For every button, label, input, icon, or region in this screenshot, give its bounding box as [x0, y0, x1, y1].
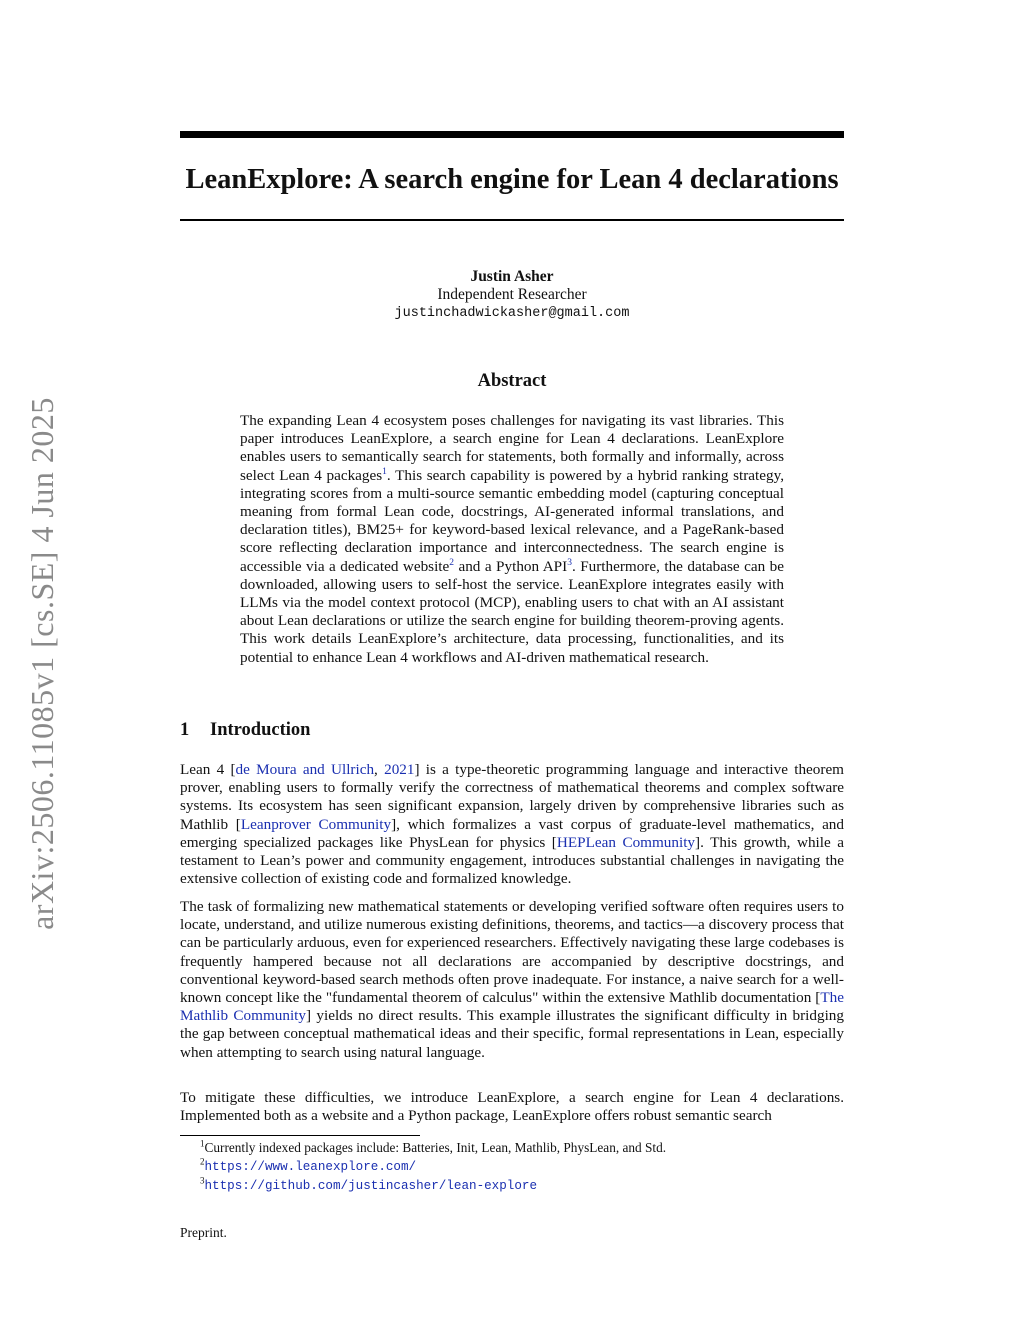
abstract-body	[240, 412, 784, 667]
citation-link[interactable]: de Moura and Ullrich	[235, 761, 375, 778]
citation-link[interactable]: HEPLean Community	[556, 833, 696, 851]
abstract-text: . Furthermore, the database can be downloaded, allowing users to self-host the service. LeanExplore integrates easily with LLMs via the model context protocol (MCP), enabling users to chat with an AI assistant about Lean declarations or utilize the search engine for building theorem-proving agents. This work details LeanExplore’s architecture, data processing, functionalities, and its potential to enhance Lean 4 workflows and AI-driven mathematical research.	[240, 557, 784, 666]
abstract-heading: Abstract	[477, 371, 547, 391]
section-title: Introduction	[210, 720, 311, 740]
footnote-ref-3[interactable]: 3	[567, 557, 572, 568]
citation-link[interactable]: 2021	[384, 761, 415, 778]
section-heading-introduction	[180, 718, 844, 742]
preprint-label: Preprint.	[180, 1225, 227, 1240]
footnotes	[200, 1139, 840, 1195]
footnote-ref-2[interactable]: 2	[449, 557, 455, 568]
footnote-rule	[180, 1135, 420, 1136]
footnote-mark: 2	[200, 1156, 205, 1167]
paragraph-text: The task of formalizing new mathematical statements or developing verified software often requires users to locate, understand, and utilize numerous existing definitions, theorems, and tactics—a discovery process that can be particularly arduous, even for experienced researchers. Effectively navigating these large codebases is frequently hampered because not all declarations are accompanied by descriptive docstrings, and conventional keyword-based search methods often prove inadequate. For instance, a naive search for a well-known concept like the "fundamental theorem of calculus" within the extensive Mathlib documentation [	[180, 898, 844, 1007]
intro-paragraph-1	[180, 761, 844, 888]
author-block	[180, 267, 844, 324]
footnote-text: Currently indexed packages include: Batteries, Init, Lean, Mathlib, PhysLean, and Std.	[204, 1140, 667, 1155]
citation-link[interactable]: Leanprover Community	[240, 815, 392, 833]
title-rule-bottom	[180, 219, 844, 221]
footnote-1	[200, 1139, 840, 1157]
paragraph-text: ,	[374, 761, 385, 778]
abstract-text: and a Python API	[454, 557, 568, 575]
abstract-text: The expanding Lean 4 ecosystem poses challenges for navigating its vast libraries. This paper introduces LeanExplore, a search engine for Lean 4 declarations. LeanExplore enables users to semantically search for statements, both formally and informally, across select Lean 4 packages	[240, 412, 784, 484]
footnote-url-link[interactable]: https://www.leanexplore.com/	[204, 1160, 417, 1174]
paragraph-text: Lean 4 [	[180, 761, 236, 778]
intro-paragraph-2	[180, 898, 844, 1062]
paragraph-text: ], which formalizes a vast corpus of graduate-level mathematics, and emerging specialized packages like PhysLean for physics [	[180, 815, 844, 851]
arxiv-stamp	[12, 385, 72, 941]
paper-title: LeanExplore: A search engine for Lean 4 declarations	[185, 164, 839, 195]
footnote-mark: 3	[200, 1175, 205, 1186]
abstract-text: . This search capability is powered by a hybrid ranking strategy, integrating scores from a multi-source semantic embedding model (capturing conceptual meaning from formal Lean code, docstrings, AI-generated informal translations, and declaration titles), BM25+ for keyword-based lexical relevance, and a PageRank-based score reflecting declaration importance and interconnectedness. The search engine is accessible via a dedicated website	[240, 466, 785, 575]
author-name: Justin Asher	[470, 268, 554, 285]
footnote-mark: 1	[200, 1138, 205, 1149]
arxiv-identifier: arXiv:2506.11085v1 [cs.SE] 4 Jun 2025	[23, 396, 60, 930]
footnote-3	[200, 1176, 840, 1195]
author-email[interactable]: justinchadwickasher@gmail.com	[394, 306, 630, 321]
footnote-2	[200, 1157, 840, 1176]
title-rule-top	[180, 131, 844, 138]
intro-paragraph-3: To mitigate these difficulties, we introduce LeanExplore, a search engine for Lean 4 declarations. Implemented both as a website and a Python package, LeanExplore offers robust semantic search	[180, 1089, 844, 1125]
footnote-ref-1[interactable]: 1	[382, 466, 387, 477]
citation-link[interactable]: The Mathlib Community	[180, 989, 844, 1025]
paragraph-text: ] yields no direct results. This example illustrates the significant difficulty in bridging the gap between conceptual mathematical ideas and their specific, formal representations in Lean, especially when attempting to search using natural language.	[180, 1007, 844, 1061]
section-number: 1	[180, 720, 190, 740]
paragraph-text: ] is a type-theoretic programming language and interactive theorem prover, enabling users to formally verify the correctness of mathematical theorems and complex software systems. Its ecosystem has seen significant expansion, largely driven by comprehensive libraries such as Mathlib [	[180, 761, 844, 833]
author-affiliation: Independent Researcher	[437, 286, 587, 303]
paragraph-text: ]. This growth, while a testament to Lean’s power and community engagement, introduces substantial challenges in navigating the extensive collection of existing code and formalized knowledge.	[180, 833, 844, 888]
footnote-url-link[interactable]: https://github.com/justincasher/lean-explore	[204, 1179, 538, 1193]
